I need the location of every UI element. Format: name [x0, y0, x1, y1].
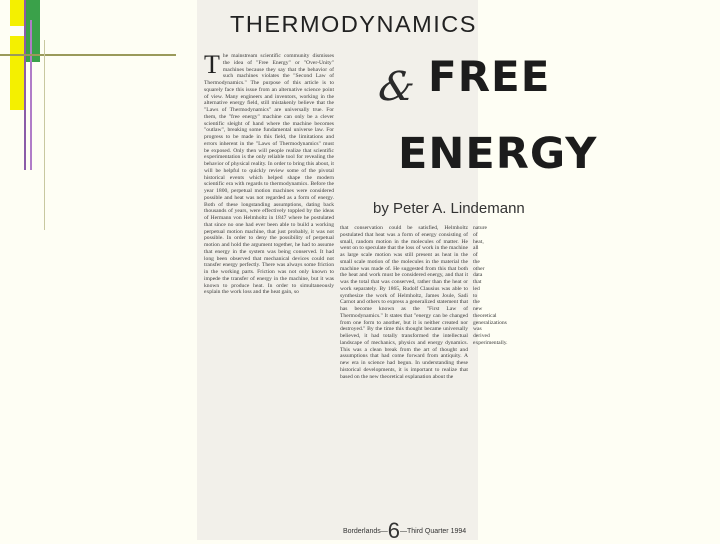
article-column-3: [473, 225, 508, 495]
decor-yellow-bar: [10, 36, 24, 110]
column-2-text: that conservation could be satisfied, Helmholtz postulated that heat was a form of energy consisting of small, random motion in the molecules of matter. He went on to speculate that the loss of work in the machine as large scale motion was still present as heat in the small scale motion of the molecules in the material the machine was made of. He suggested from this that both the heat and work must be considered energy, and that it was the total that was conserved, rather than the heat or work separately. By 1865, Rudolf Clausius was able to synthesize the work of Helmholtz, James Joule, Sadi Carnot and others to express a generalized statement that has become known as the "First Law of Thermodynamics." It states that "energy can be changed from one form to another, but it is neither created nor destroyed." By the time this thought became universally believed, it had totally transformed the intellectual landscape of mechanics, physics and energy dynamics. This was a clean break from the art of thought and assumptions that had come forward from antiquity. A new era in science had begun. In understanding these historical developments, it is important to realize that based on the new theoretical explanation about the: [340, 225, 468, 380]
article-byline: by Peter A. Lindemann: [373, 200, 525, 217]
decor-green-bar: [26, 0, 40, 62]
decor-purple-bar-2: [30, 20, 32, 170]
title-energy: ENERGY: [398, 129, 598, 179]
page-footer: [343, 518, 466, 544]
decor-purple-bar: [24, 0, 26, 170]
title-free: FREE: [428, 52, 551, 101]
article-column-2: [340, 225, 468, 495]
footer-page-number: 6: [387, 518, 400, 543]
footer-publication: Borderlands—: [343, 527, 388, 535]
article-title: THERMODYNAMICS: [230, 11, 477, 37]
decor-line-vertical: [44, 40, 45, 230]
column-1-text: he mainstream scientific community dismisses the idea of "Free Energy" or "Over-Unity" machines because they say that the behavior of such machines violates the "Second Law of Thermodynamics." The purpose of this article is to squarely face this issue from an alternative science point of view. Many engineers and inventors, working in the alternative energy field, still mistakenly believe that the "Laws of Thermodynamics" are universally true. For them, the "free energy" machine can only be a clever scientific sleight of hand where the machine becomes "outlaw", breaking some fundamental universe law. For progress to be made in this field, the limitations and errors inherent in the "Laws of Thermodynamics" must be exposed. Only then will people realize that scientific experimentation is the only reliable tool for revealing the behavior of physical reality. In order to bring this about, it will be helpful to quickly review some of the pivotal historical events which helped shape the modern scientific era with regards to thermodynamics. Before the year 1800, perpetual motion machines were considered possible and heat was not regarded as a form of energy. Both of these longstanding assumptions, dating back thousands of years, were effectively toppled by the ideas of Hermann von Helmholtz in 1847 where he postulated that since no one had ever been able to build a working perpetual motion machine, that just probably, it was not possible. In order to deny the possibility of perpetual motion and hold the argument together, he had to assume that energy in the system was being conserved. It had long been observed that mechanical devices could not transfer energy perfectly. There was always some friction in the working parts. Friction was not only known to impede the transfer of energy in the machine, but it was known to produce heat. In order to simultaneously explain the work loss and the heat gain, so: [204, 53, 334, 296]
column-3-text: nature of heat, all of the other data that led to the new theoretical generalizations was derived experimentally.: [473, 225, 508, 346]
decor-line-horizontal: [0, 54, 176, 56]
title-ampersand: &: [375, 64, 418, 110]
decor-yellow-bar-top: [10, 0, 24, 26]
drop-cap: T: [204, 50, 220, 79]
footer-issue: —Third Quarter 1994: [400, 527, 467, 535]
article-column-1: [204, 50, 334, 493]
